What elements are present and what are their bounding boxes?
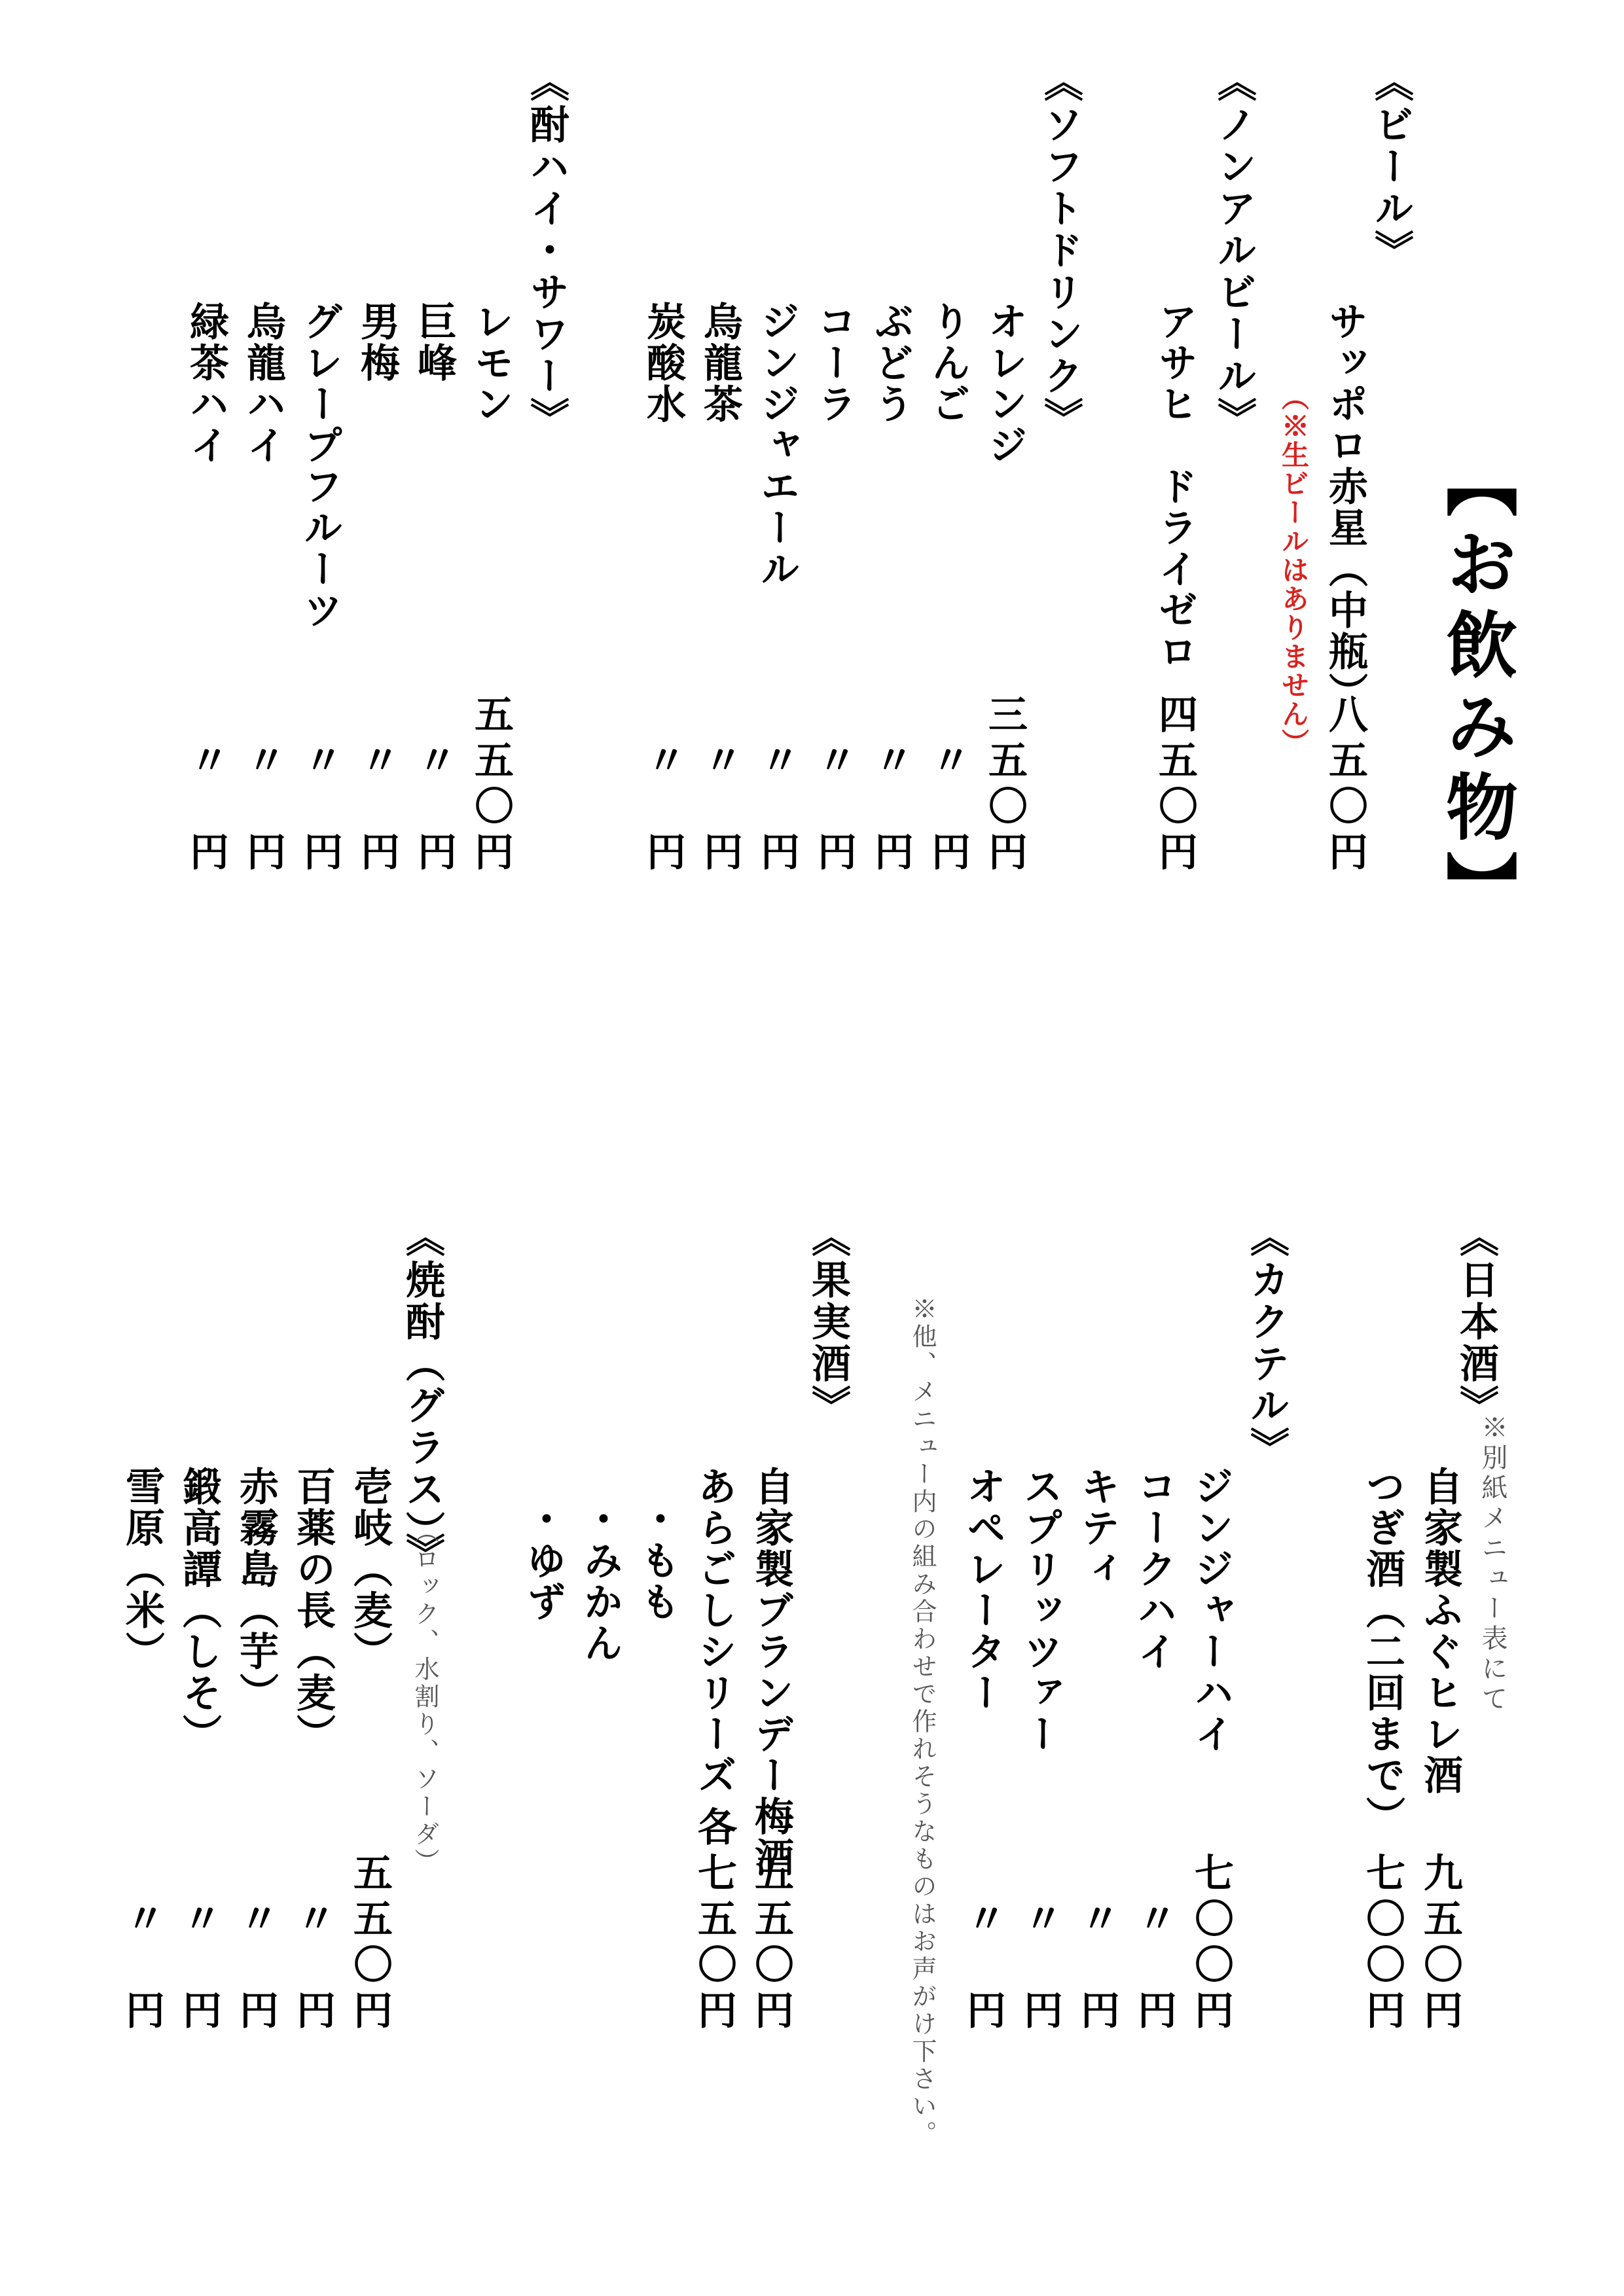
menu-item-price: 四五〇円: [1152, 694, 1198, 877]
menu-item-price: 〃 円: [176, 1898, 222, 2036]
menu-item-name: サッポロ赤星（中瓶）: [1322, 301, 1368, 713]
section-header-sake: 《日本酒》: [1453, 1217, 1499, 1427]
menu-item-price: 〃 円: [119, 1898, 165, 2036]
menu-item-name: りんご: [925, 301, 971, 425]
menu-item-price: 五五〇円: [748, 1852, 794, 2036]
menu-item-name: 巨峰: [411, 301, 457, 384]
menu-item-price: 〃 円: [290, 1898, 336, 2036]
section-header-beer: 《ビール》: [1368, 62, 1414, 272]
menu-item-name: 赤霧島（芋）: [233, 1466, 279, 1713]
menu-item-price: 七〇〇円: [1360, 1852, 1405, 2036]
menu-item-price: 〃 円: [640, 740, 686, 877]
sake-note: ※別紙メニュー表にて: [1477, 1414, 1507, 1715]
menu-item-price: 〃 円: [411, 740, 457, 877]
section-header-shochu: 《焼酎（グラス）》: [399, 1217, 445, 1575]
menu-item-name: コークハイ: [1131, 1466, 1177, 1672]
section-header-cocktail: 《カクテル》: [1244, 1217, 1290, 1469]
cocktail-custom-note: ※他、メニュー内の組み合わせで作れそうなものはお声がけ下さい。: [908, 1296, 937, 2148]
menu-item-name: ぶどう: [868, 301, 914, 425]
no-draft-beer-note: （※生ビールはありません）: [1278, 383, 1310, 757]
menu-item-price: 五五〇円: [347, 1852, 393, 2036]
menu-item-name: 烏龍ハイ: [240, 301, 286, 466]
menu-item-name: 雪原（米）: [119, 1466, 165, 1672]
menu-item-price: 〃 円: [1017, 1898, 1063, 2036]
menu-item-price: 九五〇円: [1417, 1852, 1463, 2036]
menu-item-name: ジンジャエール: [754, 301, 800, 590]
menu-item-name: 壱岐（麦）: [347, 1466, 393, 1672]
menu-item-name: あらごしシリーズ: [691, 1466, 737, 1796]
menu-item-price: 〃 円: [754, 740, 800, 877]
menu-item-price: 〃 円: [697, 740, 743, 877]
fruit-flavor: ・ゆず: [520, 1499, 566, 1623]
menu-item-price: 〃 円: [354, 740, 400, 877]
menu-item-name: 炭酸水: [640, 301, 686, 425]
menu-item-price: 〃 円: [297, 740, 343, 877]
menu-item-price: 各七五〇円: [691, 1806, 737, 2036]
menu-item-name: つぎ酒（二回まで）: [1360, 1466, 1405, 1837]
menu-item-price: 〃 円: [925, 740, 971, 877]
menu-item-name: 男梅: [354, 301, 400, 384]
section-header-chuhai: 《酎ハイ・サワー》: [524, 62, 569, 439]
menu-item-name: 自家製ブランデー梅酒: [748, 1466, 794, 1878]
section-header-fruit: 《果実酒》: [805, 1217, 851, 1427]
menu-item-name: ジンジャーハイ: [1188, 1466, 1234, 1755]
menu-item-price: 五五〇円: [468, 694, 514, 877]
menu-item-name: 鍛高譚（しそ）: [176, 1466, 222, 1755]
menu-item-price: 〃 円: [240, 740, 286, 877]
menu-item-price: 〃 円: [233, 1898, 279, 2036]
page-title: 【お飲み物】: [1434, 445, 1519, 932]
menu-item-name: 百薬の長（麦）: [290, 1466, 336, 1755]
menu-item-name: 烏龍茶: [697, 301, 743, 425]
section-header-soft: 《ソフトドリンク》: [1038, 62, 1083, 439]
menu-item-name: オペレーター: [960, 1466, 1006, 1713]
menu-item-name: スプリッツァー: [1017, 1466, 1063, 1755]
menu-item-price: 三五〇円: [982, 694, 1028, 877]
menu-item-price: 〃 円: [811, 740, 857, 877]
section-header-nonalc: 《ノンアルビール》: [1211, 62, 1257, 439]
menu-item-name: 自家製ふぐヒレ酒: [1417, 1466, 1463, 1796]
menu-item-name: アサヒ ドライゼロ: [1152, 301, 1198, 672]
menu-item-price: 〃 円: [1074, 1898, 1120, 2036]
menu-item-price: 七〇〇円: [1188, 1852, 1234, 2036]
menu-item-price: 〃 円: [960, 1898, 1006, 2036]
menu-item-name: キティ: [1074, 1466, 1120, 1590]
menu-item-price: 八五〇円: [1322, 694, 1368, 877]
menu-item-name: オレンジ: [982, 301, 1028, 466]
menu-item-name: グレープフルーツ: [297, 301, 343, 631]
menu-item-name: コーラ: [811, 301, 857, 425]
shochu-serving-note: （ロック、水割り、ソーダ）: [410, 1518, 439, 1876]
menu-item-name: レモン: [468, 301, 514, 425]
fruit-flavor: ・もも: [634, 1499, 680, 1623]
menu-item-price: 〃 円: [183, 740, 229, 877]
fruit-flavor: ・みかん: [577, 1499, 623, 1664]
menu-item-price: 〃 円: [868, 740, 914, 877]
menu-item-name: 緑茶ハイ: [183, 301, 229, 466]
menu-item-price: 〃 円: [1131, 1898, 1177, 2036]
